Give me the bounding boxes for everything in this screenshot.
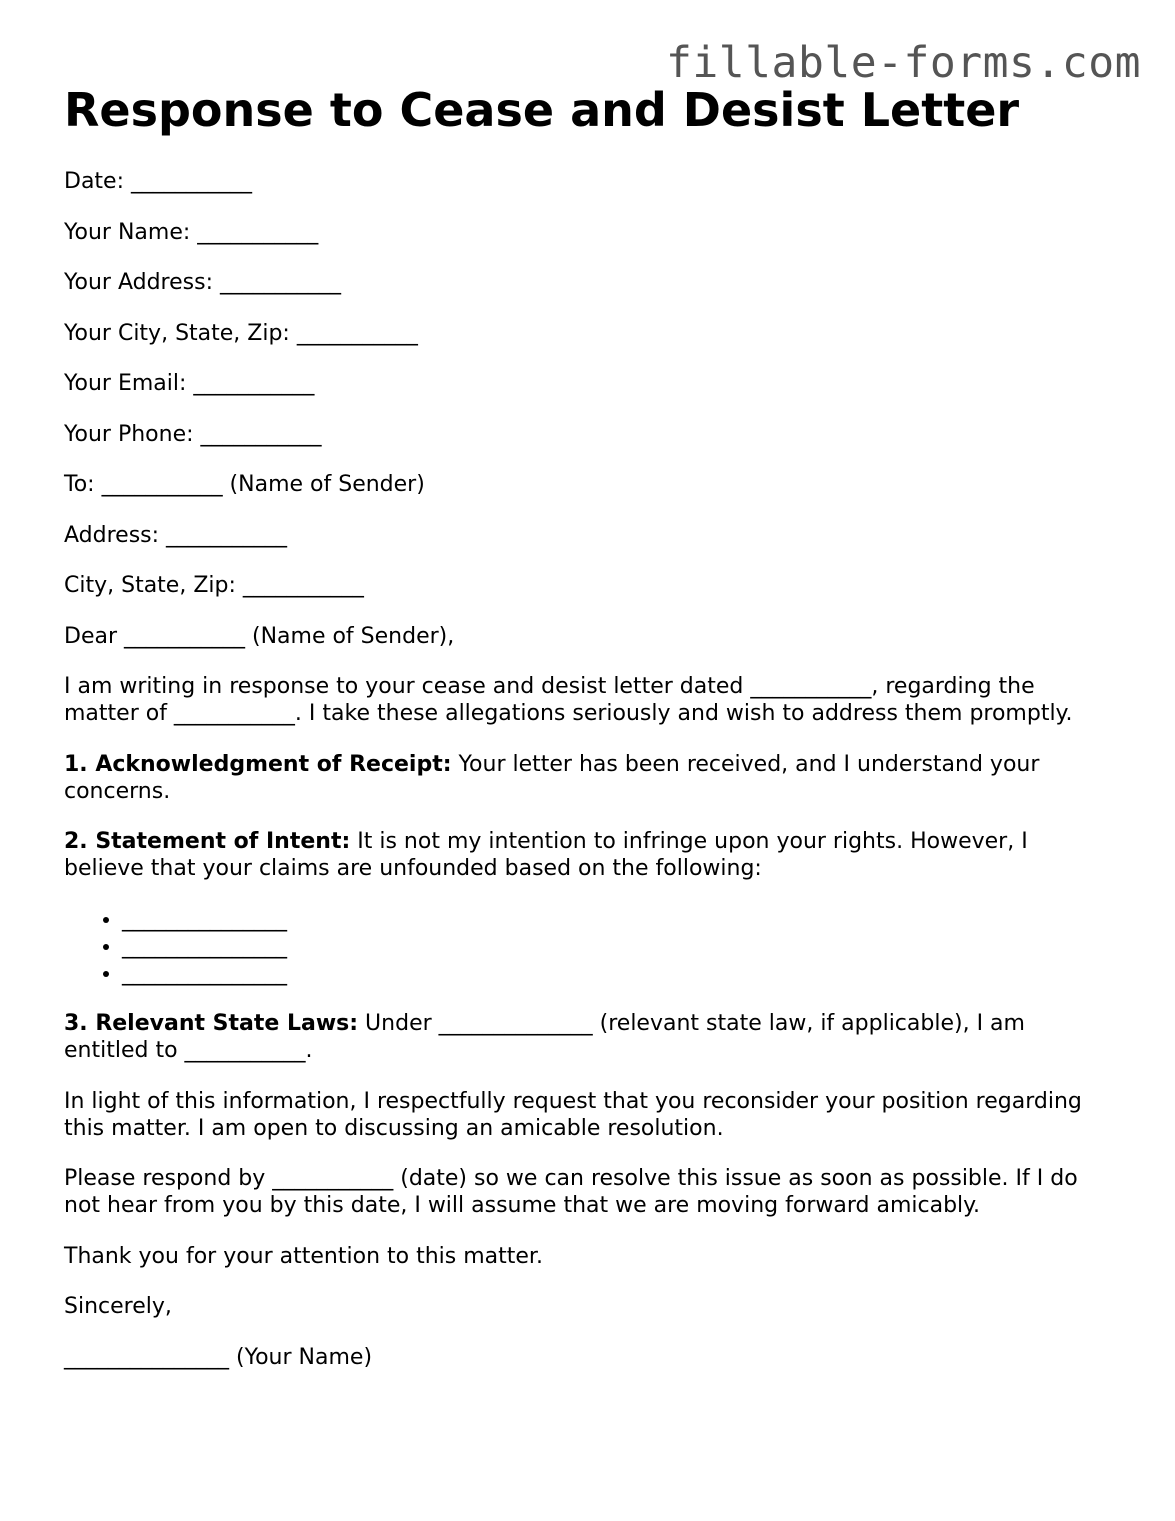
thanks-paragraph: Thank you for your attention to this matter. (64, 1243, 543, 1269)
salutation: Dear ___________ (Name of Sender), (64, 623, 455, 649)
to-field: To: ___________ (Name of Sender) (64, 472, 425, 497)
intro-paragraph: I am writing in response to your cease and desist letter dated ___________, regarding the matter of ___________. I take these allegations seriously and wish to address them promptly. (64, 674, 1073, 726)
section-heading: 2. Statement of Intent: (64, 829, 351, 854)
watermark: fillable-forms.com (666, 38, 1141, 88)
city-field: City, State, Zip: ___________ (64, 573, 364, 598)
request-paragraph: In light of this information, I respectfully request that you reconsider your position regarding this matter. I am open to discussing an amicable resolution. (64, 1088, 1082, 1141)
section-heading: 1. Acknowledgment of Receipt: (64, 751, 452, 777)
closing: Sincerely, (64, 1294, 172, 1319)
section-text: Your letter has been received, and I understand your concerns. (64, 751, 1040, 804)
your-email-field: Your Email: ___________ (64, 371, 315, 396)
your-name-field: Your Name: ___________ (64, 219, 319, 245)
signature-line: _______________ (Your Name) (64, 1344, 373, 1370)
list-item: • _______________ (122, 933, 1109, 960)
address-field: Address: ___________ (64, 522, 288, 548)
your-city-field: Your City, State, Zip: ___________ (64, 320, 418, 346)
section-state-laws (64, 1010, 1109, 1064)
section-text: It is not my intention to infringe upon your rights. However, I believe that your claims are unfounded based on the following: (64, 829, 1028, 881)
letter-body (64, 168, 1109, 1394)
section-intent (64, 828, 1109, 882)
section-heading: 3. Relevant State Laws: (64, 1011, 359, 1036)
claims-list (64, 906, 1109, 987)
section-acknowledgment (64, 751, 1109, 805)
list-item: • _______________ (122, 906, 1109, 933)
page-title: Response to Cease and Desist Letter (64, 83, 1020, 137)
date-field: Date: ___________ (64, 169, 252, 194)
list-item: • _______________ (122, 960, 1109, 987)
section-text: Under ______________ (relevant state law, if applicable), I am entitled to ___________. (64, 1011, 1025, 1063)
your-phone-field: Your Phone: ___________ (64, 421, 322, 447)
your-address-field: Your Address: ___________ (64, 270, 341, 295)
respond-paragraph: Please respond by ___________ (date) so we can resolve this issue as soon as possible. If I do not hear from you by this date, I will assume that we are moving forward amicably. (64, 1166, 1078, 1218)
